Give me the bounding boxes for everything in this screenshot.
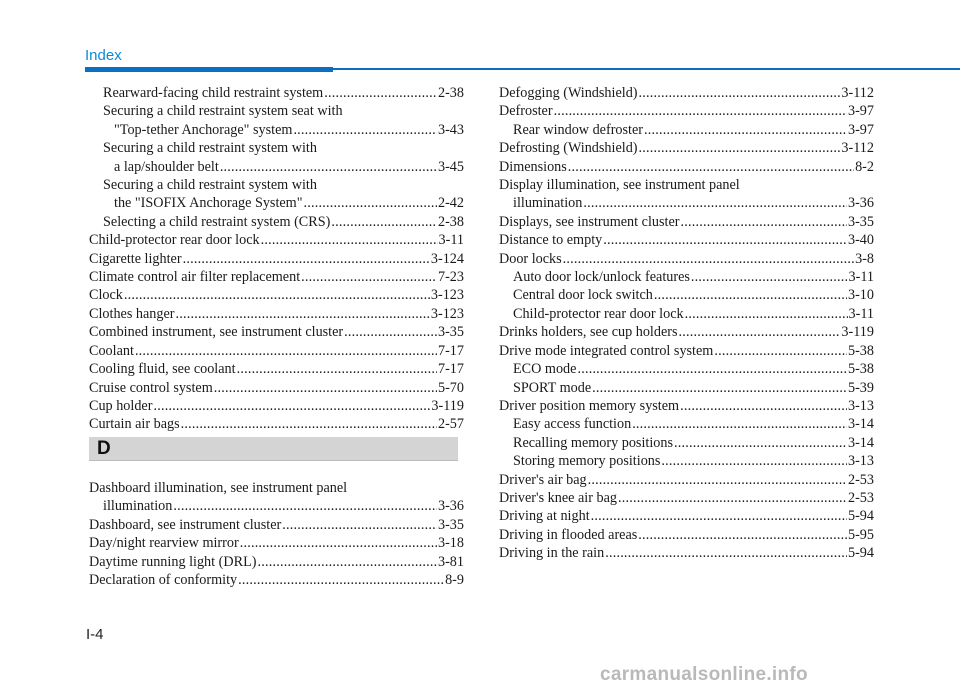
index-entry-term: Cooling fluid, see coolant [89,361,236,378]
index-entry-term: Auto door lock/unlock features [513,269,690,286]
dot-leader [679,323,841,341]
index-entry-lead: Securing a child restraint system seat with [103,103,343,120]
index-entry-page: 3-97 [847,121,874,138]
index-entry-term: SPORT mode [513,379,592,396]
index-list-c [89,84,464,434]
index-entry-page: 2-57 [437,416,464,433]
index-entry-page: 8-9 [445,572,464,589]
dot-leader [214,379,437,397]
index-entry-page: 3-36 [437,498,464,515]
dot-leader [301,268,437,286]
index-entry [499,397,874,415]
index-entry [89,516,464,534]
index-entry-term: Defroster [499,103,553,120]
index-entry [89,213,464,231]
index-entry-term: Climate control air filter replacement [89,269,301,286]
dot-leader [181,415,437,433]
index-entry-lead: Securing a child restraint system with [103,177,317,194]
dot-leader [261,231,438,249]
dot-leader [644,121,847,139]
watermark: carmanualsonline.info [600,664,808,685]
index-entry [89,139,464,176]
index-entry [499,286,874,304]
index-entry-page: 3-45 [437,158,464,175]
index-entry [499,102,874,120]
index-entry [89,84,464,102]
index-entry-page: 3-119 [841,324,874,341]
section-header-d [89,437,458,461]
index-entry [89,231,464,249]
index-entry [89,342,464,360]
index-entry-page: 3-119 [431,397,464,414]
index-entry-page: 3-123 [430,287,464,304]
dot-leader [639,84,841,102]
index-entry [499,544,874,562]
dot-leader [304,194,437,212]
dot-leader [282,516,437,534]
index-entry-term: Drive mode integrated control system [499,342,714,359]
header-rule-thin [333,68,960,70]
index-entry [499,268,874,286]
index-entry-page: 2-53 [847,489,874,506]
index-entry-page: 3-97 [847,103,874,120]
index-entry-term: Selecting a child restraint system (CRS) [103,213,331,230]
index-entry-page: 3-14 [847,416,874,433]
dot-leader [124,286,430,304]
index-entry [499,379,874,397]
dot-leader [554,102,847,120]
index-entry [499,507,874,525]
index-entry-page: 7-23 [437,269,464,286]
index-entry-page: 2-38 [437,85,464,101]
header-rule-thick [85,67,333,72]
index-entry-page: 2-38 [437,213,464,230]
dot-leader [691,268,848,286]
index-entry-page: 2-53 [847,471,874,488]
index-entry-page: 3-13 [847,397,874,414]
dot-leader [240,534,437,552]
index-entry [499,231,874,249]
index-list-d [89,479,464,589]
index-entry-term: Driving in flooded areas [499,526,638,543]
dot-leader [588,471,847,489]
index-entry [499,342,874,360]
dot-leader [577,360,847,378]
dot-leader [220,158,437,176]
page-number: I-4 [86,626,104,643]
index-entry [499,471,874,489]
dot-leader [638,526,847,544]
dot-leader [680,213,847,231]
index-entry-term: Clock [89,287,123,304]
index-entry-term: Curtain air bags [89,416,180,433]
index-entry [499,360,874,378]
index-entry-page: 2-42 [437,195,464,212]
index-entry [89,379,464,397]
index-entry-page: 8-2 [855,158,874,175]
index-entry-page: 3-112 [841,85,874,101]
dot-leader [591,507,847,525]
dot-leader [324,84,437,102]
index-entry [89,323,464,341]
index-entry [89,571,464,589]
index-entry-term: Cup holder [89,397,153,414]
index-entry-page: 3-35 [437,516,464,533]
index-header-title: Index [85,47,122,64]
index-entry-term: Child-protector rear door lock [89,232,260,249]
index-entry-term: Cigarette lighter [89,250,182,267]
index-entry-term: Recalling memory positions [513,434,673,451]
index-entry-page: 5-94 [847,508,874,525]
dot-leader [176,305,430,323]
index-entry [89,286,464,304]
dot-leader [674,434,847,452]
index-entry-page: 3-11 [848,269,874,286]
index-entry-term: Driving at night [499,508,590,525]
dot-leader [238,571,444,589]
index-entry-term: Dimensions [499,158,567,175]
index-entry-term: Drinks holders, see cup holders [499,324,678,341]
dot-leader [183,250,430,268]
dot-leader [685,305,848,323]
index-entry [89,102,464,139]
index-entry-page: 3-112 [841,140,874,157]
index-entry-term: a lap/shoulder belt [114,158,219,175]
dot-leader [605,544,847,562]
index-entry-page: 5-39 [847,379,874,396]
index-entry-page: 3-40 [847,232,874,249]
index-entry-page: 3-36 [847,195,874,212]
dot-leader [344,323,437,341]
index-entry [89,360,464,378]
index-entry [499,323,874,341]
right-column [499,84,874,563]
index-list-right [499,84,874,563]
index-entry [499,158,874,176]
index-entry-page: 3-124 [430,250,464,267]
index-entry-term: Cruise control system [89,379,213,396]
index-entry [499,250,874,268]
index-entry [89,479,464,516]
index-entry-term: Daytime running light (DRL) [89,553,257,570]
index-entry-term: Day/night rearview mirror [89,535,239,552]
index-entry [89,250,464,268]
dot-leader [331,213,437,231]
index-entry [89,176,464,213]
index-entry [499,176,874,213]
index-entry-term: Rear window defroster [513,121,644,138]
index-entry-term: Displays, see instrument cluster [499,213,680,230]
index-entry-term: Defogging (Windshield) [499,85,638,101]
dot-leader [563,250,854,268]
index-entry-term: Central door lock switch [513,287,653,304]
index-entry-page: 3-35 [847,213,874,230]
index-entry-lead: Securing a child restraint system with [103,140,317,157]
index-entry [89,415,464,433]
index-entry-page: 3-35 [437,324,464,341]
index-entry [499,213,874,231]
dot-leader [680,397,847,415]
index-entry [499,84,874,102]
index-entry-page: 5-38 [847,361,874,378]
dot-leader [603,231,847,249]
index-entry-page: 3-123 [430,305,464,322]
index-entry-page: 3-8 [855,250,874,267]
index-entry-page: 5-94 [847,545,874,562]
index-entry-page: 3-11 [848,305,874,322]
index-entry [89,305,464,323]
dot-leader [639,139,841,157]
index-entry-term: Clothes hanger [89,305,175,322]
index-entry-page: 7-17 [437,361,464,378]
index-entry-page: 5-38 [847,342,874,359]
dot-leader [592,379,847,397]
dot-leader [714,342,847,360]
index-entry [499,121,874,139]
index-entry-term: Storing memory positions [513,453,661,470]
index-entry-lead: Display illumination, see instrument panel [499,177,740,194]
index-entry-page: 7-17 [437,342,464,359]
index-entry [89,268,464,286]
index-entry-term: Combined instrument, see instrument cluster [89,324,344,341]
dot-leader [632,415,847,433]
index-entry-page: 3-18 [437,535,464,552]
dot-leader [661,452,847,470]
index-entry-page: 5-95 [847,526,874,543]
dot-leader [654,286,847,304]
index-entry-term: Distance to empty [499,232,603,249]
dot-leader [618,489,847,507]
left-column-d [89,479,464,589]
index-entry-term: Dashboard, see instrument cluster [89,516,282,533]
index-entry-term: Driver's knee air bag [499,489,617,506]
index-entry-term: Defrosting (Windshield) [499,140,638,157]
index-entry-lead: Dashboard illumination, see instrument panel [89,480,348,496]
index-entry-term: ECO mode [513,361,577,378]
index-entry-page: 3-10 [847,287,874,304]
index-entry-page: 3-14 [847,434,874,451]
dot-leader [257,553,437,571]
index-entry-term: the "ISOFIX Anchorage System" [114,195,303,212]
dot-leader [568,158,854,176]
index-entry-term: illumination [513,195,583,212]
index-entry [499,452,874,470]
section-letter: D [97,438,111,459]
index-entry-term: Rearward-facing child restraint system [103,85,324,101]
index-entry [499,434,874,452]
index-entry-term: Door locks [499,250,562,267]
index-entry [499,489,874,507]
index-entry-page: 3-13 [847,453,874,470]
index-entry-page: 5-70 [437,379,464,396]
index-entry [499,139,874,157]
dot-leader [583,194,847,212]
index-entry-term: "Top-tether Anchorage" system [114,121,293,138]
dot-leader [293,121,437,139]
index-entry [89,553,464,571]
index-entry-page: 3-11 [438,232,464,249]
index-entry-page: 3-81 [437,553,464,570]
index-entry-term: Declaration of conformity [89,572,238,589]
index-entry-term: Easy access function [513,416,632,433]
index-entry-term: Driving in the rain [499,545,605,562]
index-entry-term: illumination [103,498,173,515]
left-column [89,84,464,434]
index-entry [89,397,464,415]
index-entry [499,305,874,323]
index-entry-term: Driver position memory system [499,397,680,414]
dot-leader [153,397,430,415]
index-entry [89,534,464,552]
index-entry [499,526,874,544]
dot-leader [173,497,437,515]
index-entry-term: Coolant [89,342,134,359]
dot-leader [135,342,437,360]
index-entry-term: Driver's air bag [499,471,587,488]
index-entry-page: 3-43 [437,121,464,138]
dot-leader [237,360,437,378]
index-entry [499,415,874,433]
index-entry-term: Child-protector rear door lock [513,305,684,322]
